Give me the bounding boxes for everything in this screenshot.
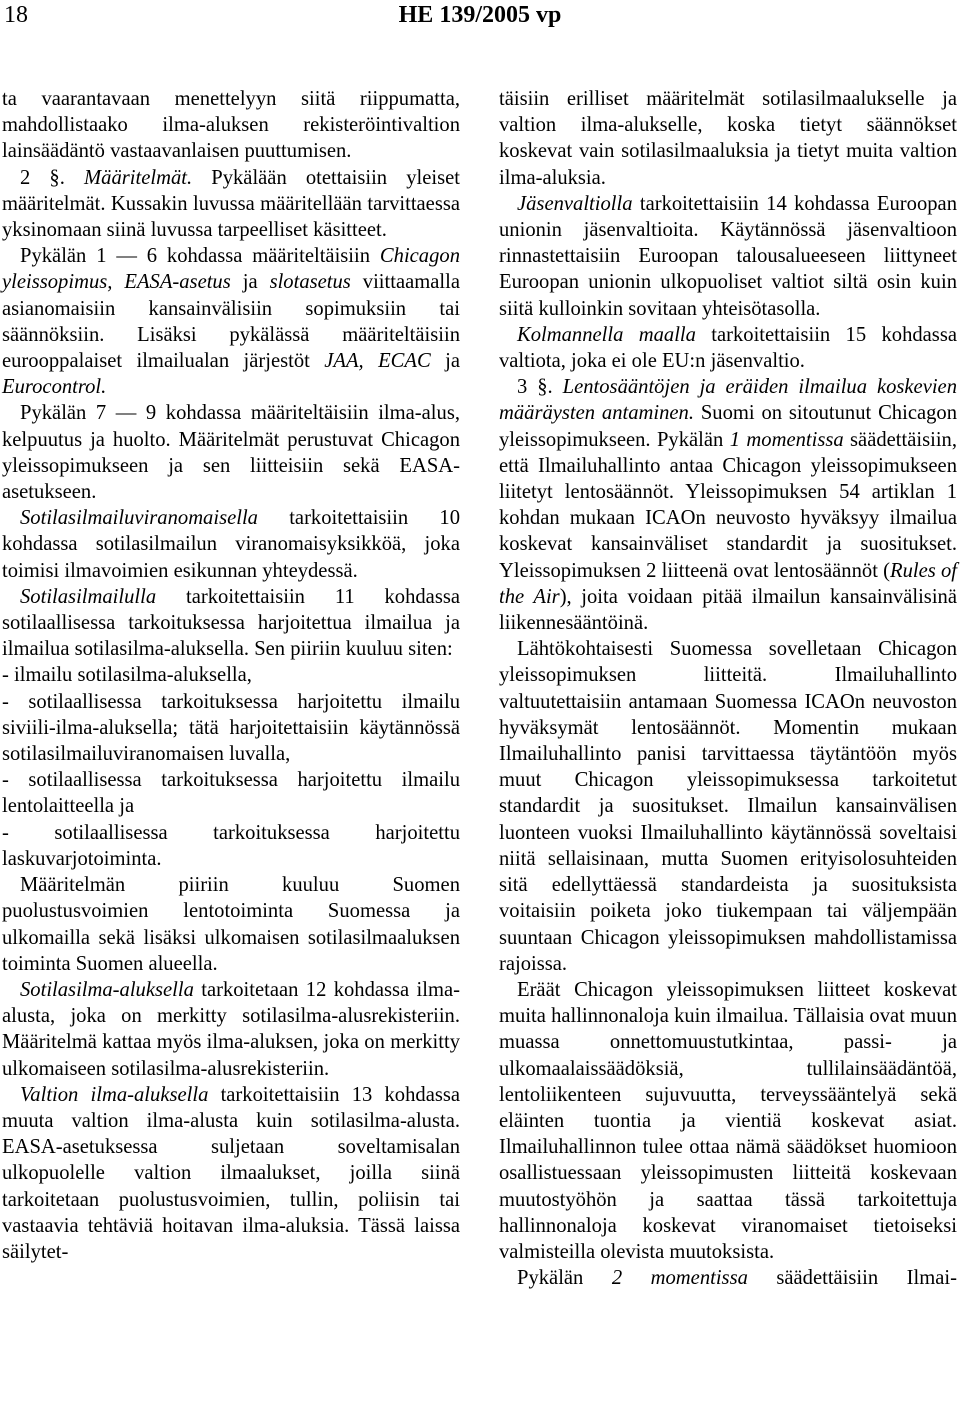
text-run: Pykälän: [517, 1267, 612, 1290]
list-item: - sotilaallisessa tarkoituksessa harjoitettu ilmailu lentolaitteella ja: [2, 769, 460, 818]
italic-term: Jäsenvaltiolla: [517, 192, 633, 215]
paragraph: Määritelmän piiriin kuuluu Suomen puolustusvoimien lentotoiminta Suomessa ja ulkomailla sekä lisäksi ulkomaisen sotilasilmaaluksen toiminta Suomen alueella.: [2, 874, 460, 975]
paragraph: Lähtökohtaisesti Suomessa sovelletaan Chicagon yleissopimuksen liitteitä. Ilmailuhallinto valtuutettaisiin antamaan Suomessa ICAOn neuvoston hyväksymät lentosäännöt. Momentin mukaan Ilmailuhallinto panisi tarvittaessa täytäntöön myös muut Chicagon yleissopimuksessa tarkoitetut standardit ja suositukset. Ilmailun kansainvälisen luonteen vuoksi Ilmailuhallinto käytännössä soveltaisi niitä sellaisinaan, mutta Suomen erityisolosuhteiden sitä edellyttäessä standardeista ja suosituksista voitaisiin poiketa joko tiukempaan tai väljempään suuntaan Chicagon yleissopimuksen mahdollistamissa rajoissa.: [499, 638, 957, 975]
italic-term: 2 momentissa: [611, 1267, 748, 1290]
paragraph: [2, 243, 460, 400]
text-run: Suomi on sitoutunut Chicagon yleissopimukseen. Pykälän: [499, 402, 958, 451]
section-title: Lentosääntöjen ja eräiden ilmailua koskevien määräysten antaminen.: [499, 376, 957, 425]
paragraph: Pykälän 7 — 9 kohdassa määriteltäisiin ilma-alus, kelpuutus ja huolto. Määritelmät perustuvat Chicagon yleissopimukseen ja sen liitteisiin sekä EASA-asetukseen.: [2, 402, 460, 504]
paragraph: [499, 191, 957, 322]
italic-term: Kolmannella maalla: [517, 323, 696, 346]
paragraph: [2, 1082, 460, 1265]
text-run: tarkoitettaisiin 10 kohdassa sotilasilmailun viranomaisyksikköä, joka toimisi ilmavoimien esikunnan yhteydessä.: [2, 507, 460, 582]
paragraph: Eräät Chicagon yleissopimuksen liitteet koskevat muita hallinnonaloja kuin ilmailua. Tällaisia ovat muun muassa onnettomuustutkintaa, passi- ja ulkomaalaissäädöksiä, tullilainsäädäntöä, lentoliikenteen sujuvuutta, terveyssääntelyä sekä eläinten tuontia ja vientiä koskevat asiat. Ilmailuhallinnon tulee ottaa nämä säädökset huomioon osallistuessaan yleissopimusten liitteitä koskevaan muutostyöhön ja saattaa tässä tarkoitettuja hallinnonaloja koskevat viranomaiset tietoiseksi valmisteilla olevista muutoksista.: [499, 978, 957, 1263]
italic-term: Valtion ilma-aluksella: [20, 1083, 209, 1106]
paragraph: [499, 1265, 957, 1291]
italic-term: Eurocontrol.: [2, 376, 107, 399]
text-run: Pykälän 1 — 6 kohdassa määriteltäisiin: [20, 245, 380, 268]
italic-term: Chicagon yleissopimus, EASA-asetus: [2, 245, 460, 294]
text-run: ), joita voidaan pitää ilmailun kansainvälisinä liikennesääntöinä.: [499, 585, 957, 635]
list-item: - ilmailu sotilasilma-aluksella,: [2, 664, 252, 687]
text-run: tarkoitettaisiin 11 kohdassa sotilaallisessa tarkoituksessa harjoitettua ilmailua ja ilmailua sotilasilma-aluksella. Sen piiriin kuuluu siten:: [2, 585, 460, 661]
paragraph: täisiin erilliset määritelmät sotilasilmaalukselle ja valtion ilma-alukselle, koska tietyt säännökset koskevat vain sotilasilmaaluksia ja tietyt muita valtion ilma-aluksia.: [499, 88, 957, 189]
italic-term: JAA, ECAC: [324, 350, 431, 373]
right-column: [499, 86, 957, 1291]
italic-term: Sotilasilma-aluksella: [20, 978, 194, 1001]
list-item: - sotilaallisessa tarkoituksessa harjoitettu ilmailu siviili-ilma-aluksella; tätä harjoitettaisiin käytännössä sotilasilmailuviranomaisen luvalla,: [2, 690, 460, 766]
page-number: 18: [4, 2, 28, 28]
text-run: tarkoitettaisiin 15 kohdassa valtiota, joka ei ole EU:n jäsenvaltio.: [499, 323, 957, 373]
paragraph-section-2: [2, 165, 460, 244]
text-run: säädettäisiin, että Ilmailuhallinto antaa Chicagon yleissopimukseen liitetyt lentosäännöt. Yleissopimuksen 54 artiklan 1 kohdan mukaan ICAOn neuvosto hyväksyy ilmailua koskevat kansainväliset standardit ja suositukset. Yleissopimuksen 2 liitteenä ovat lentosäännöt (: [499, 428, 957, 582]
italic-term: Rules of the Air: [499, 559, 957, 608]
paragraph: [2, 584, 460, 663]
paragraph: [2, 977, 460, 1082]
section-number: 2 §.: [20, 166, 65, 189]
text-run: ja: [230, 271, 270, 294]
text-run: viittaamalla asianomaisiin kansainvälisiin sopimuksiin tai säännöksiin. Lisäksi pykälässä määriteltäisiin eurooppalaiset ilmailualan järjestöt: [2, 271, 460, 373]
left-column: [2, 86, 460, 1265]
text-run: tarkoitettaisiin 14 kohdassa Euroopan unionin jäsenvaltioita. Käytännössä jäsenvaltioon rinnastettaisiin Euroopan talousalueeseen liittyneet Euroopan unionin ulkopuoliset valtiot siltä osin kuin siitä kulloinkin sovitaan yhteisötasolla.: [499, 192, 957, 320]
text-run: tarkoitetaan 12 kohdassa ilma-alusta, joka on merkitty sotilasilma-alusrekisteriin. Määritelmä kattaa myös ilma-aluksen, joka on merkitty ulkomaiseen sotilasilma-alusrekisteriin.: [2, 978, 460, 1080]
text-run: tarkoitettaisiin 13 kohdassa muuta valtion ilma-alusta kuin sotilasilma-alusta. EASA-asetuksessa suljetaan soveltamisalan ulkopuolelle valtion ilmaalukset, joilla siinä tarkoitetaan puolustusvoimien, tullin, poliisin tai vastaavia tehtäviä hoitavan ilma-aluksia. Tässä laissa säilytet-: [2, 1083, 460, 1263]
document-reference: HE 139/2005 vp: [398, 2, 562, 28]
paragraph-section-3: [499, 374, 957, 636]
italic-term: 1 momentissa: [729, 428, 844, 451]
italic-term: slotasetus: [269, 271, 351, 294]
paragraph: ta vaarantavaan menettelyyn siitä riippumatta, mahdollistaako ilma-aluksen rekisteröintivaltion lainsäädäntö vastaavanlaisen puuttumisen.: [2, 88, 460, 163]
section-title: Määritelmät.: [84, 166, 193, 189]
list-item: - sotilaallisessa tarkoituksessa harjoitettu laskuvarjotoiminta.: [2, 821, 460, 870]
section-number: 3 §.: [517, 376, 553, 399]
paragraph-text: Pykälään otettaisiin yleiset määritelmät. Kussakin luvussa määritellään tarvittaessa yksinomaan siinä luvussa tarpeelliset käsitteet.: [2, 166, 460, 242]
text-run: säädettäisiin Ilmai-: [747, 1267, 957, 1290]
italic-term: Sotilasilmailulla: [20, 585, 157, 608]
paragraph: [499, 322, 957, 374]
italic-term: Sotilasilmailuviranomaisella: [20, 507, 258, 530]
paragraph: [2, 505, 460, 584]
text-run: ja: [430, 350, 460, 373]
